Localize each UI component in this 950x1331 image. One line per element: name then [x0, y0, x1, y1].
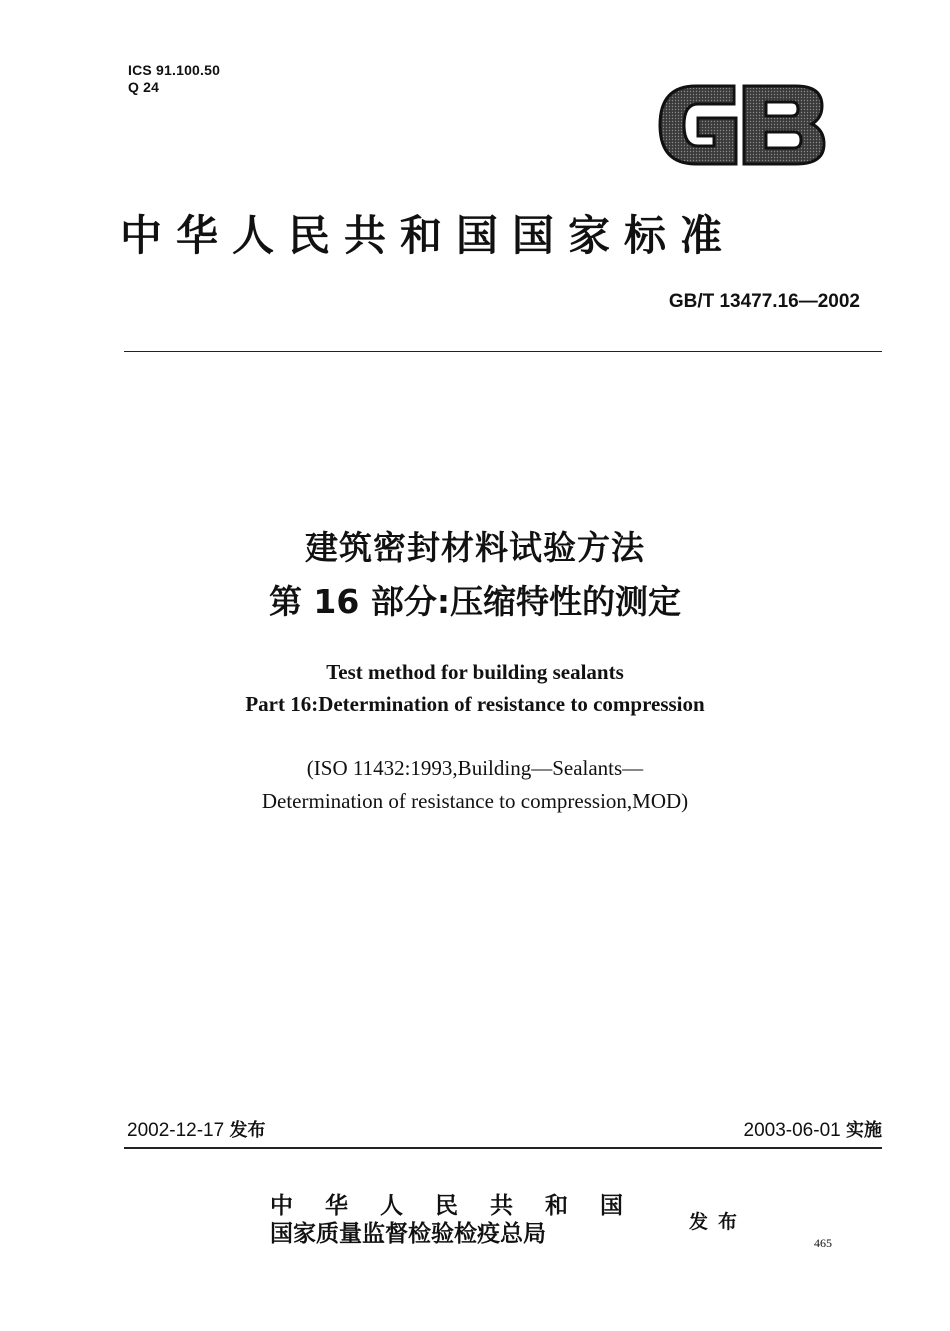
ics-code: ICS 91.100.50 — [128, 62, 221, 78]
issuer-line2: 国家质量监督检验检疫总局 — [270, 1220, 546, 1247]
standard-number: GB/T 13477.16—2002 — [668, 291, 860, 312]
title-cn-line2: 第 16 部分:压缩特性的测定 — [268, 582, 682, 621]
issue-date — [127, 1116, 265, 1142]
top-divider — [124, 351, 882, 352]
ics-block — [128, 62, 220, 96]
issue-date-value: 2002-12-17 — [127, 1120, 225, 1141]
issue-date-label: 发布 — [229, 1120, 266, 1141]
title-en-line2: Part 16:Determination of resistance to compression — [245, 692, 705, 716]
implementation-date — [744, 1116, 882, 1142]
iso-reference-line2: Determination of resistance to compression,MOD) — [261, 789, 689, 813]
implementation-date-value: 2003-06-01 — [743, 1120, 841, 1141]
bottom-divider — [124, 1147, 882, 1149]
issuer-block — [270, 1192, 655, 1248]
issuer-line1: 中华人民共和国 — [270, 1192, 655, 1219]
iso-reference-line1: (ISO 11432:1993,Building—Sealants— — [306, 756, 644, 780]
classification-code: Q 24 — [128, 79, 160, 95]
standard-category-title: 中华人民共和国国家标准 — [120, 211, 737, 260]
implementation-date-label: 实施 — [846, 1120, 882, 1141]
gb-logo — [656, 78, 826, 172]
title-en-line1: Test method for building sealants — [326, 660, 624, 684]
page-number: 465 — [814, 1236, 832, 1250]
title-cn-line1: 建筑密封材料试验方法 — [305, 528, 645, 567]
issuer-action: 发布 — [689, 1211, 748, 1233]
gb-logo-icon — [656, 78, 826, 172]
